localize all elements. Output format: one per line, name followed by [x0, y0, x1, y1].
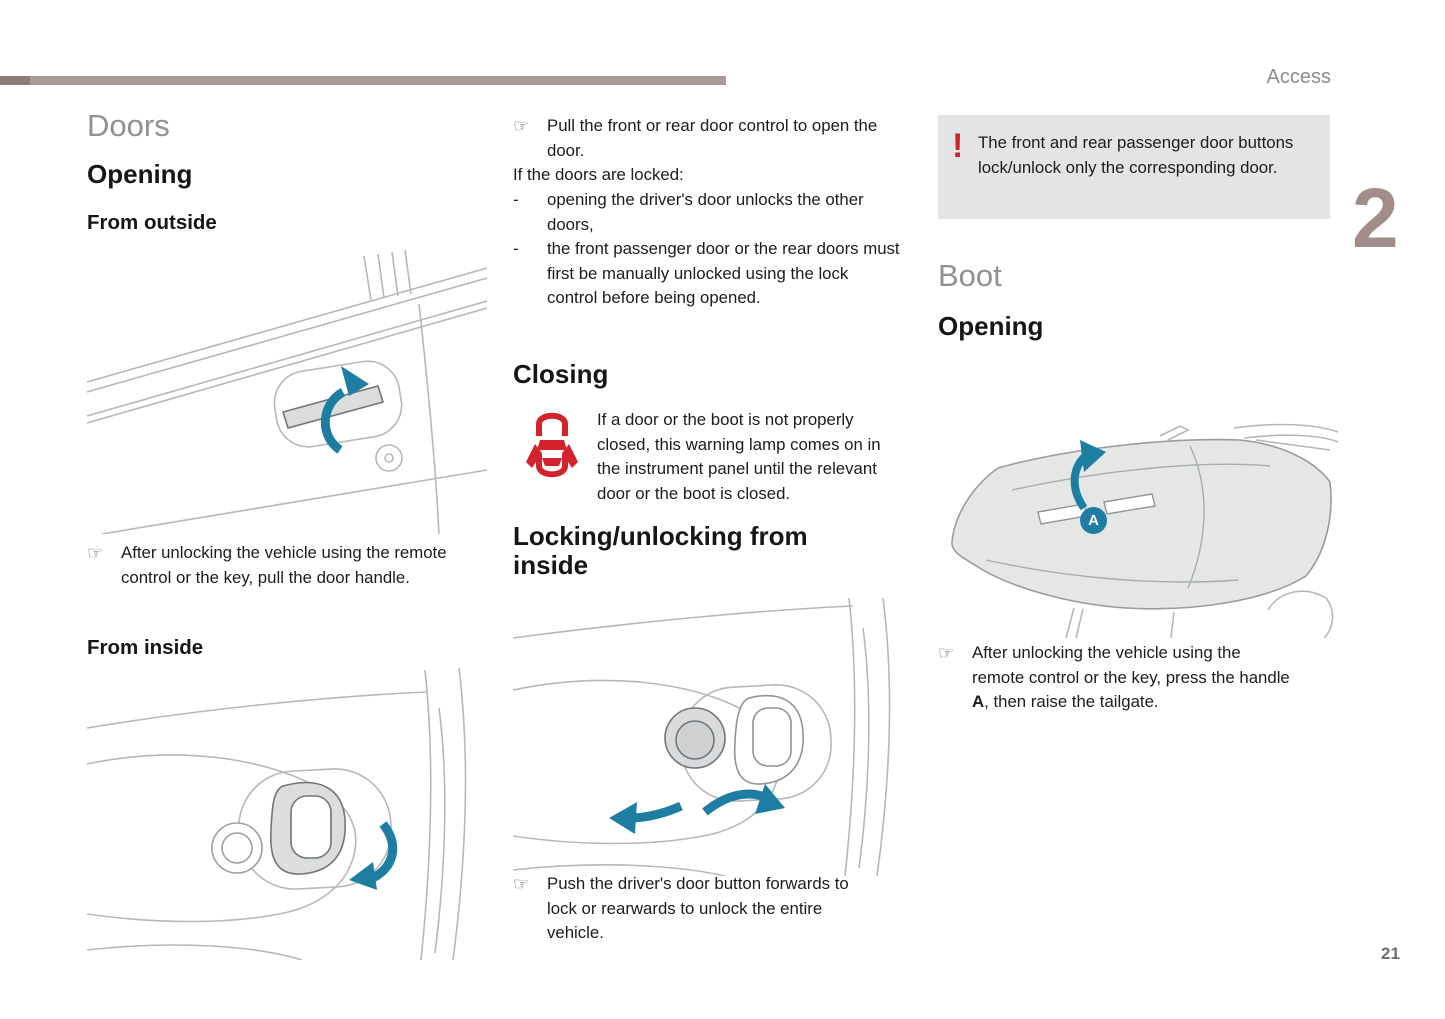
push-button-instruction	[513, 872, 893, 946]
instruction-bold-a: A	[972, 692, 985, 711]
doors-title: Doors	[87, 108, 170, 143]
boot-title: Boot	[938, 258, 1002, 293]
lock-knob	[212, 823, 262, 873]
inner-handle-grip	[291, 796, 331, 858]
instruction-pre: After unlocking the vehicle using the remote control or the key, press the handle	[972, 643, 1290, 687]
interior-lock-button-illustration	[513, 598, 913, 876]
from-inside-heading: From inside	[87, 636, 204, 659]
instruction-text: Pull the front or rear door control to open the door.	[547, 116, 878, 160]
instruction-text	[972, 641, 1292, 715]
locking-inside-heading: Locking/unlocking from inside	[513, 521, 808, 581]
door-open-warning-lamp-icon	[524, 406, 580, 478]
dash-marker: -	[513, 239, 519, 258]
section-accent-bar	[0, 76, 726, 85]
lock-unlock-arrows-icon	[609, 784, 785, 834]
list-item-text: opening the driver's door unlocks the other doors,	[547, 190, 864, 234]
pointer-icon: ☞	[513, 116, 530, 136]
inner-handle-outline	[735, 696, 803, 784]
instruction-post: , then raise the tailgate.	[984, 692, 1159, 711]
list-item-text: the front passenger door or the rear doors must first be manually unlocked using the lock control before being opened.	[547, 239, 900, 307]
locked-item	[513, 188, 903, 237]
handle-a-badge: A	[1080, 507, 1107, 534]
doors-opening-heading: Opening	[87, 159, 193, 189]
door-control-instruction	[513, 114, 903, 163]
section-label: Access	[1266, 66, 1331, 88]
notice-text: The front and rear passenger door buttons lock/unlock only the corresponding door.	[978, 133, 1294, 177]
interior-door-handle-illustration	[87, 668, 487, 960]
lock-button	[665, 708, 725, 768]
pointer-icon: ☞	[938, 643, 955, 663]
instruction-text: After unlocking the vehicle using the remote control or the key, pull the door handle.	[121, 543, 447, 587]
from-outside-heading: From outside	[87, 211, 217, 234]
dash-marker: -	[513, 190, 519, 209]
boot-opening-heading: Opening	[938, 311, 1044, 341]
closing-warning-text: If a door or the boot is not properly closed, this warning lamp comes on in the instrument panel until the relevant door or the boot is closed.	[597, 410, 881, 503]
chapter-number-tab: 2	[1352, 171, 1399, 265]
locked-item	[513, 237, 903, 311]
pointer-icon: ☞	[513, 874, 530, 894]
exterior-door-handle-illustration	[87, 246, 487, 534]
boot-instruction	[938, 641, 1318, 715]
locked-intro: If the doors are locked:	[513, 165, 684, 184]
exclamation-icon: !	[952, 127, 964, 165]
important-notice-box	[938, 115, 1330, 219]
closing-heading: Closing	[513, 359, 609, 389]
from-outside-instruction	[87, 541, 451, 590]
tailgate-illustration	[938, 420, 1338, 638]
tailgate-panel	[952, 440, 1331, 609]
page-number: 21	[1381, 944, 1400, 963]
pointer-icon: ☞	[87, 543, 104, 563]
instruction-text: Push the driver's door button forwards to lock or rearwards to unlock the entire vehicle.	[547, 874, 849, 942]
